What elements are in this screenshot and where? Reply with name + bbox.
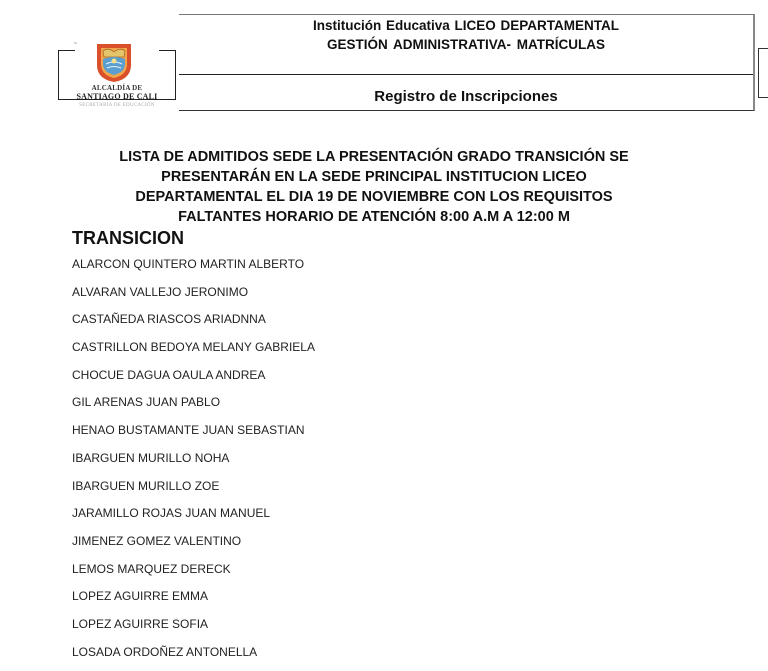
student-name: CHOCUE DAGUA OAULA ANDREA [72, 367, 266, 382]
logo-text-secretaria: SECRETARÍA DE EDUCACIÓN [79, 103, 155, 108]
student-name: HENAO BUSTAMANTE JUAN SEBASTIAN [72, 423, 305, 438]
notice-line: DEPARTAMENTAL EL DIA 19 DE NOVIEMBRE CON LOS REQUISITOS [135, 189, 613, 205]
logo-frame-top-left [59, 50, 75, 51]
document-title: Registro de Inscripciones [374, 88, 558, 105]
logo-text-alcaldia: ALCALDÍA DE [91, 84, 143, 92]
notice-line: LISTA DE ADMITIDOS SEDE LA PRESENTACIÓN GRADO TRANSICIÓN SE [119, 149, 629, 165]
student-name: JARAMILLO ROJAS JUAN MANUEL [72, 506, 271, 521]
logo-text-city: SANTIAGO DE CALI [76, 92, 158, 101]
trademark-mark: ™ [73, 41, 77, 46]
institution-name: Institución Educativa LICEO DEPARTAMENTAL [312, 18, 619, 33]
student-name: IBARGUEN MURILLO NOHA [72, 450, 230, 465]
header-divider [179, 74, 753, 75]
header-right-code-box [758, 48, 768, 98]
notice-line: PRESENTARÁN EN LA SEDE PRINCIPAL INSTITUCION LICEO [161, 169, 587, 185]
student-name: ALARCON QUINTERO MARTIN ALBERTO [72, 257, 305, 271]
student-name: LOPEZ AGUIRRE EMMA [72, 589, 209, 604]
coat-of-arms-icon [94, 41, 134, 83]
student-name: CASTAÑEDA RIASCOS ARIADNNA [72, 312, 266, 327]
grade-heading: TRANSICION [72, 228, 184, 248]
logo-frame-top-right [159, 50, 175, 51]
admission-notice [62, 147, 686, 227]
student-name: LEMOS MARQUEZ DERECK [72, 561, 231, 576]
notice-line: FALTANTES HORARIO DE ATENCIÓN 8:00 A.M A 12:00 M [178, 209, 570, 225]
student-name: IBARGUEN MURILLO ZOE [72, 478, 220, 493]
management-area: GESTIÓN ADMINISTRATIVA- MATRÍCULAS [327, 37, 605, 52]
student-name: LOSADA ORDOÑEZ ANTONELLA [72, 644, 258, 659]
student-name: LOPEZ AGUIRRE SOFIA [72, 616, 209, 631]
student-name: GIL ARENAS JUAN PABLO [72, 395, 221, 410]
student-name: JIMENEZ GOMEZ VALENTINO [72, 533, 242, 548]
document-header [179, 14, 755, 111]
student-name: ALVARAN VALLEJO JERONIMO [72, 284, 249, 299]
admitted-students-list [72, 256, 315, 671]
student-name: CASTRILLON BEDOYA MELANY GABRIELA [72, 340, 315, 355]
